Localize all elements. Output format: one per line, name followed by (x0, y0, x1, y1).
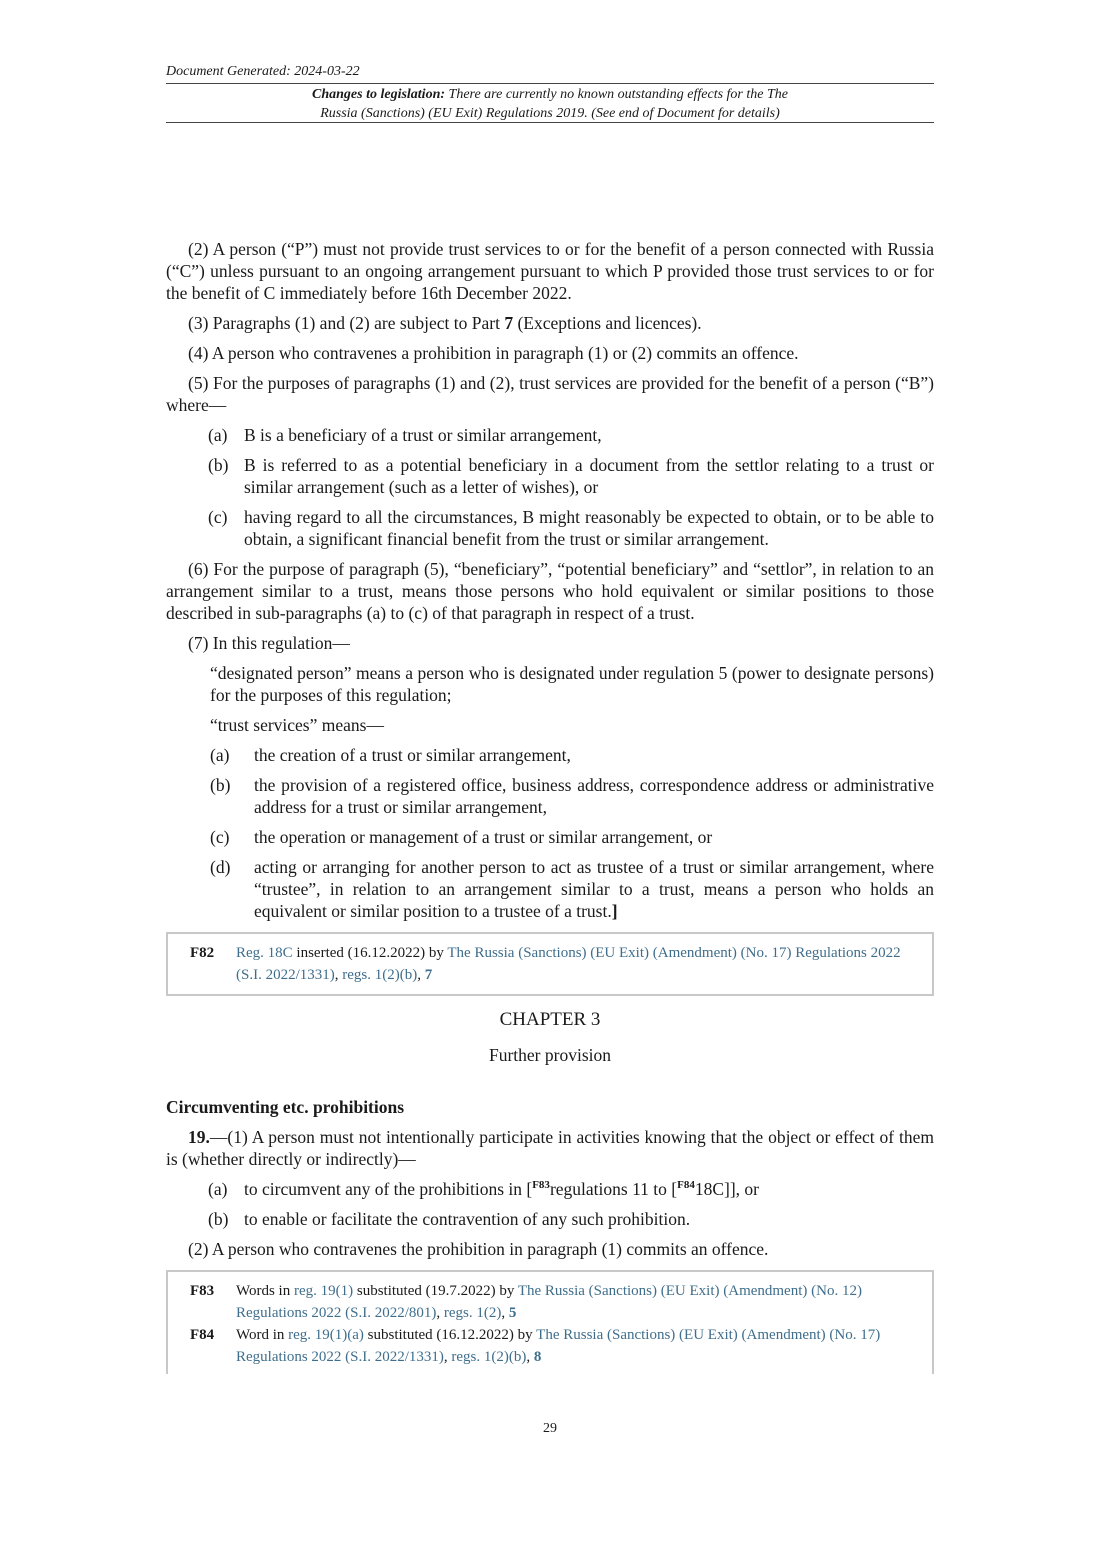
item-text-part: to circumvent any of the prohibitions in [ (244, 1179, 533, 1199)
annotation-link-reg-number[interactable]: 8 (533, 1349, 542, 1365)
document-generated-date: Document Generated: 2024-03-22 (166, 64, 360, 79)
trust-services-item (210, 744, 934, 766)
item-label: (a) (208, 1179, 228, 1199)
amendment-close-bracket: ] (611, 901, 618, 921)
trust-services-item (210, 856, 934, 922)
trust-services-item (210, 826, 934, 848)
annotation-id: F82 (190, 945, 215, 961)
changes-label: Changes to legislation: (312, 87, 446, 102)
item-text-part: regulations 11 to [ (549, 1179, 678, 1199)
item-text (244, 1178, 934, 1200)
amendment-marker-f84[interactable]: F84 (677, 1179, 695, 1192)
annotation-link-regs[interactable]: regs. 1(2) (443, 1305, 502, 1321)
annotation-link-amending-instrument[interactable]: The Russia (Sanctions) (EU Exit) (Amendment) (No. 17) Regulations 2022 (S.I. 2022/1331) (236, 945, 901, 983)
annotation-plain-text: Word in (236, 1327, 289, 1343)
item-text: B is referred to as a potential beneficiary in a document from the settlor relating to a trust or similar arrangement (such as a letter of wishes), or (244, 455, 934, 497)
reg18c-paragraph-5: (5) For the purposes of paragraphs (1) and (2), trust services are provided for the benefit of a person (“B”) where— (166, 373, 934, 415)
annotation-note (190, 1280, 912, 1324)
annotation-link-amending-instrument[interactable]: The Russia (Sanctions) (EU Exit) (Amendment) (No. 12) Regulations 2022 (S.I. 2022/801) (236, 1283, 862, 1321)
item-label: (c) (210, 827, 230, 847)
changes-text-line1: There are currently no known outstanding effects for the The (448, 87, 788, 102)
annotation-plain-text: substituted (19.7.2022) by (353, 1283, 518, 1299)
item-label: (b) (208, 1209, 229, 1229)
reg19-item-b (208, 1208, 934, 1230)
item-text: having regard to all the circumstances, B might reasonably be expected to obtain, or to be able to obtain, a significant financial benefit from the trust or similar arrangement. (244, 507, 934, 549)
changes-to-legislation-notice (166, 85, 934, 123)
reg18c-p3-text-a: (3) Paragraphs (1) and (2) are subject to Part (188, 313, 505, 333)
annotation-separator: , (443, 1349, 452, 1365)
item-label: (d) (210, 857, 231, 877)
reg19-paragraph-1 (166, 1126, 934, 1170)
page-number: 29 (543, 1421, 557, 1436)
item-text: to enable or facilitate the contravention of any such prohibition. (244, 1209, 691, 1229)
definition-designated-person: “designated person” means a person who is designated under regulation 5 (power to designate persons) for the purposes of this regulation; (210, 663, 934, 705)
chapter-title: CHAPTER 3 (499, 1009, 601, 1030)
annotation-note (190, 1324, 912, 1368)
header-rule-top (166, 83, 934, 84)
item-label: (b) (210, 775, 231, 795)
item-label: (c) (208, 507, 228, 527)
reg18c-paragraph-3 (166, 312, 934, 334)
changes-text-line2: Russia (Sanctions) (EU Exit) Regulations 2019. (See end of Document for details) (320, 106, 780, 121)
annotation-link-regulation[interactable]: reg. 19(1)(a) (288, 1327, 364, 1343)
item-label: (a) (208, 425, 228, 445)
header-rule-bottom (166, 122, 934, 123)
chapter-subtitle: Further provision (488, 1045, 611, 1065)
reg18c-paragraph-2: (2) A person (“P”) must not provide trust services to or for the benefit of a person connected with Russia (“C”) unless pursuant to an ongoing arrangement pursuant to which P provided those trust services to or for the benefit of C immediately before 16th December 2022. (166, 239, 934, 303)
reg18c-p3-text-b: (Exceptions and licences). (513, 313, 702, 333)
annotation-link-regulation[interactable]: Reg. 18C (236, 945, 293, 961)
trust-services-item (210, 774, 934, 818)
annotation-link-reg-number[interactable]: 5 (508, 1305, 517, 1321)
annotation-plain-text: inserted (16.12.2022) by (292, 945, 448, 961)
annotation-separator: , (526, 1349, 534, 1365)
annotation-link-reg-number[interactable]: 7 (424, 967, 433, 983)
annotation-link-amending-instrument[interactable]: The Russia (Sanctions) (EU Exit) (Amendment) (No. 17) Regulations 2022 (S.I. 2022/1331) (236, 1327, 881, 1365)
definition-trust-services: “trust services” means— (210, 715, 384, 735)
reg19-item-a (208, 1178, 934, 1200)
item-label: (a) (210, 745, 230, 765)
regulation-19-heading: Circumventing etc. prohibitions (166, 1097, 405, 1117)
annotation-separator: , (501, 1305, 509, 1321)
annotation-note (190, 942, 912, 986)
annotation-id: F84 (190, 1327, 215, 1343)
annotation-separator: , (436, 1305, 444, 1321)
part-number: 7 (504, 313, 514, 333)
reg19-p1-text: —(1) A person must not intentionally participate in activities knowing that the object or effect of them is (whether directly or indirectly)— (166, 1127, 934, 1169)
annotation-text (236, 1280, 912, 1324)
annotation-link-regulation[interactable]: reg. 19(1) (293, 1283, 354, 1299)
reg18c-p5-item (208, 424, 934, 446)
annotation-text (236, 1324, 912, 1368)
amendment-marker-f83[interactable]: F83 (532, 1179, 550, 1192)
annotation-plain-text: substituted (16.12.2022) by (363, 1327, 537, 1343)
reg18c-p5-item (208, 454, 934, 498)
annotation-separator: , (334, 967, 343, 983)
item-text: the operation or management of a trust or similar arrangement, or (254, 827, 713, 847)
item-text (254, 856, 934, 922)
annotation-box-f83-f84 (166, 1270, 934, 1374)
annotation-plain-text: Words in (236, 1283, 294, 1299)
annotation-link-regs[interactable]: regs. 1(2)(b) (451, 1349, 527, 1365)
annotation-text (236, 942, 912, 986)
reg18c-paragraph-4: (4) A person who contravenes a prohibition in paragraph (1) or (2) commits an offence. (188, 343, 799, 363)
reg18c-paragraph-7: (7) In this regulation— (188, 633, 350, 653)
item-text-part: 18C]], or (694, 1179, 760, 1199)
regulation-number: 19. (188, 1127, 210, 1147)
annotation-separator: , (417, 967, 425, 983)
item-text: the provision of a registered office, business address, correspondence address or administrative address for a trust or similar arrangement, (254, 775, 934, 817)
document-body (166, 238, 934, 1382)
item-text-body: acting or arranging for another person to act as trustee of a trust or similar arrangement, where “trustee”, in relation to an arrangement similar to a trust, means a person who holds an equivalent or similar position to a trustee of a trust. (254, 857, 934, 921)
annotation-link-regs[interactable]: regs. 1(2)(b) (342, 967, 418, 983)
annotation-id: F83 (190, 1283, 215, 1299)
reg18c-p5-item (208, 506, 934, 550)
reg19-paragraph-2: (2) A person who contravenes the prohibition in paragraph (1) commits an offence. (188, 1239, 769, 1259)
item-text: B is a beneficiary of a trust or similar arrangement, (244, 425, 602, 445)
item-text: the creation of a trust or similar arrangement, (254, 745, 571, 765)
reg18c-paragraph-6: (6) For the purpose of paragraph (5), “beneficiary”, “potential beneficiary” and “settlor”, in relation to an arrangement similar to a trust, means those persons who hold equivalent or similar positions to those described in sub-paragraphs (a) to (c) of that paragraph in respect of a trust. (166, 559, 934, 623)
item-label: (b) (208, 455, 229, 475)
annotation-box-f82 (166, 932, 934, 996)
